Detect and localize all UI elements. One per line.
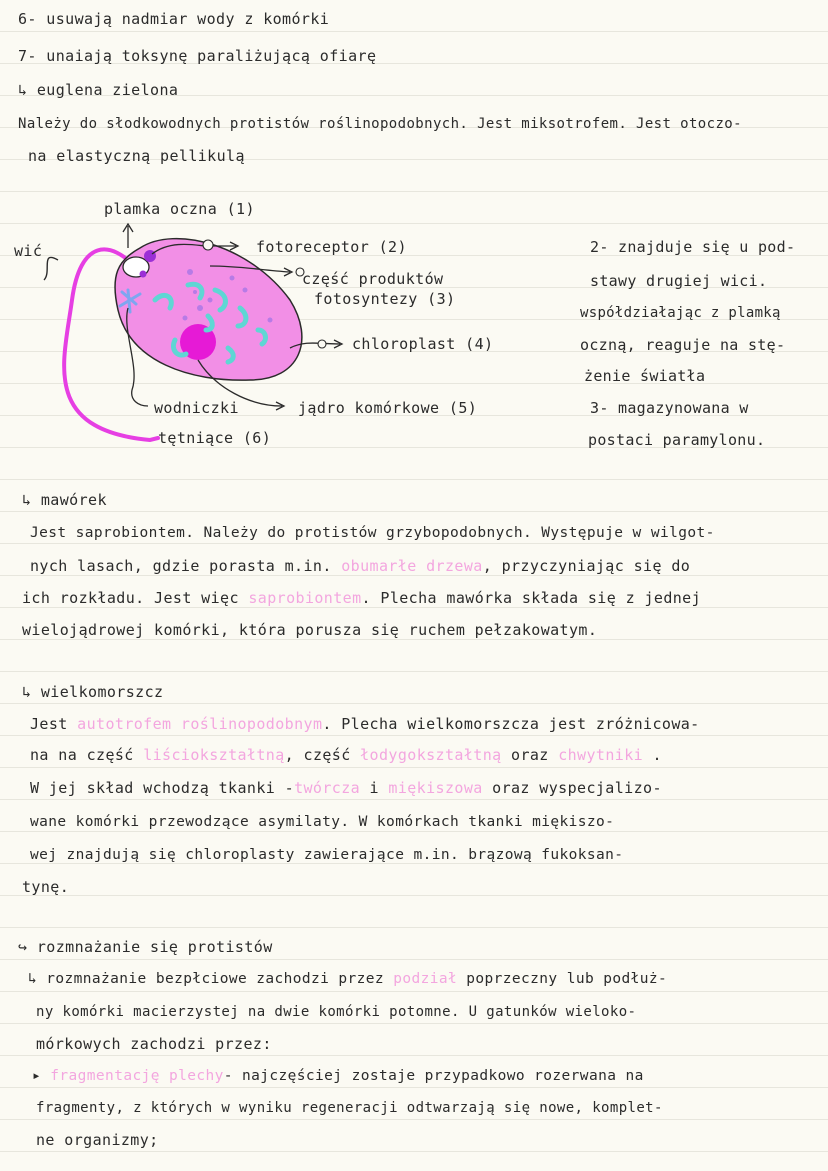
bullet: ▸ — [32, 1068, 42, 1084]
label-fotoreceptor: fotoreceptor (2) — [256, 238, 407, 256]
highlight-autotrofem: autotrofem roślinopodobnym — [77, 715, 323, 733]
text: , część — [284, 746, 351, 764]
rozm-line-6: ne organizmy; — [36, 1131, 159, 1149]
highlight-chwytniki: chwytniki — [558, 746, 644, 764]
label-wodniczki-1: wodniczki — [154, 399, 239, 417]
line-euglena-1: Należy do słodkowodnych protistów roślinopodobnych. Jest miksotrofem. Jest otoczo- — [18, 116, 742, 132]
wiel-line-3 — [30, 778, 662, 798]
highlight-tworcza: twórcza — [294, 779, 361, 797]
text: oraz — [511, 746, 549, 764]
wiel-line-4: wane komórki przewodzące asymilaty. W komórkach tkanki miękiszo- — [30, 814, 615, 830]
rozm-line-1 — [28, 969, 667, 989]
highlight-fragmentacje: fragmentację plechy — [50, 1068, 224, 1084]
heading-wielkomorszcz: ↳ wielkomorszcz — [22, 683, 164, 701]
euglena-diagram — [0, 190, 560, 460]
wic-pointer — [44, 257, 58, 280]
label-wic: wić — [14, 242, 43, 260]
line-euglena-2: na elastyczną pellikulą — [28, 147, 245, 165]
text: nych lasach, gdzie porasta m.in. — [30, 557, 332, 575]
text: - najczęściej zostaje przypadkowo rozerwana na — [223, 1068, 644, 1084]
text: . Plecha wielkomorszcza jest zróżnicowa- — [322, 715, 700, 733]
text: na na część — [30, 746, 134, 764]
side-note-1: 2- znajduje się u pod- — [590, 238, 796, 256]
heading-euglena: ↳ euglena zielona — [18, 81, 179, 99]
text: i — [369, 779, 379, 797]
side-note-7: postaci paramylonu. — [588, 431, 766, 449]
rozm-line-2: ny komórki macierzystej na dwie komórki potomne. U gatunków wieloko- — [36, 1004, 637, 1020]
text: oraz wyspecjalizo- — [492, 779, 662, 797]
maworek-line-4: wielojądrowej komórki, która porusza się ruchem pełzakowatym. — [22, 621, 598, 639]
label-plamka: plamka oczna (1) — [104, 200, 255, 218]
highlight-saprobiontem: saprobiontem — [248, 589, 362, 607]
side-note-5: żenie światła — [584, 367, 706, 385]
side-note-2: stawy drugiej wici. — [590, 272, 768, 290]
text: ich rozkładu. Jest więc — [22, 589, 239, 607]
rozm-line-3: mórkowych zachodzi przez: — [36, 1035, 272, 1053]
heading-maworek: ↳ mawórek — [22, 491, 107, 509]
photoreceptor — [140, 271, 147, 278]
text: . — [652, 746, 662, 764]
wiel-line-2 — [30, 745, 662, 765]
label-chloroplast: chloroplast (4) — [352, 335, 494, 353]
highlight-miekiszowa: miękiszowa — [388, 779, 483, 797]
wiel-line-5: wej znajdują się chloroplasty zawierające m.in. brązową fukoksan- — [30, 847, 624, 863]
side-note-6: 3- magazynowana w — [590, 399, 749, 417]
highlight-lisciokształtna: liściokształtną — [143, 746, 285, 764]
side-note-4: oczną, reaguje na stę- — [580, 336, 786, 354]
text: Jest — [30, 715, 68, 733]
text: W jej skład wchodzą tkanki - — [30, 779, 295, 797]
rozm-line-4 — [32, 1066, 644, 1086]
heading-rozmnazanie: ↪ rozmnażanie się protistów — [18, 938, 273, 956]
maworek-line-1: Jest saprobiontem. Należy do protistów grzybopodobnych. Występuje w wilgot- — [30, 525, 715, 541]
maworek-line-2 — [30, 556, 690, 576]
text: ↳ rozmnażanie bezpłciowe zachodzi przez — [28, 971, 385, 987]
side-note-3: współdziałając z plamką — [580, 305, 781, 321]
wiel-line-1 — [30, 714, 700, 734]
rozm-line-5: fragmenty, z których w wyniku regeneracji odtwarzają się nowe, komplet- — [36, 1100, 663, 1116]
maworek-line-3 — [22, 588, 701, 608]
label-czesc-2: fotosyntezy (3) — [314, 290, 456, 308]
label-wodniczki-2: tętniące (6) — [158, 429, 272, 447]
text: . Plecha mawórka składa się z jednej — [361, 589, 702, 607]
highlight-lodygoksztaltna: łodygokształtną — [360, 746, 502, 764]
wiel-line-6: tynę. — [22, 878, 70, 896]
line-usuwaja: 6- usuwają nadmiar wody z komórki — [18, 10, 330, 28]
text: poprzeczny lub podłuż- — [466, 971, 668, 987]
highlight-obumarle: obumarłe drzewa — [341, 557, 483, 575]
label-jadro: jądro komórkowe (5) — [298, 399, 478, 417]
text: , przyczyniając się do — [482, 557, 691, 575]
label-czesc-1: część produktów — [302, 270, 444, 288]
highlight-podzial: podział — [393, 971, 458, 987]
line-unaiaja: 7- unaiają toksynę paraliżującą ofiarę — [18, 47, 377, 65]
